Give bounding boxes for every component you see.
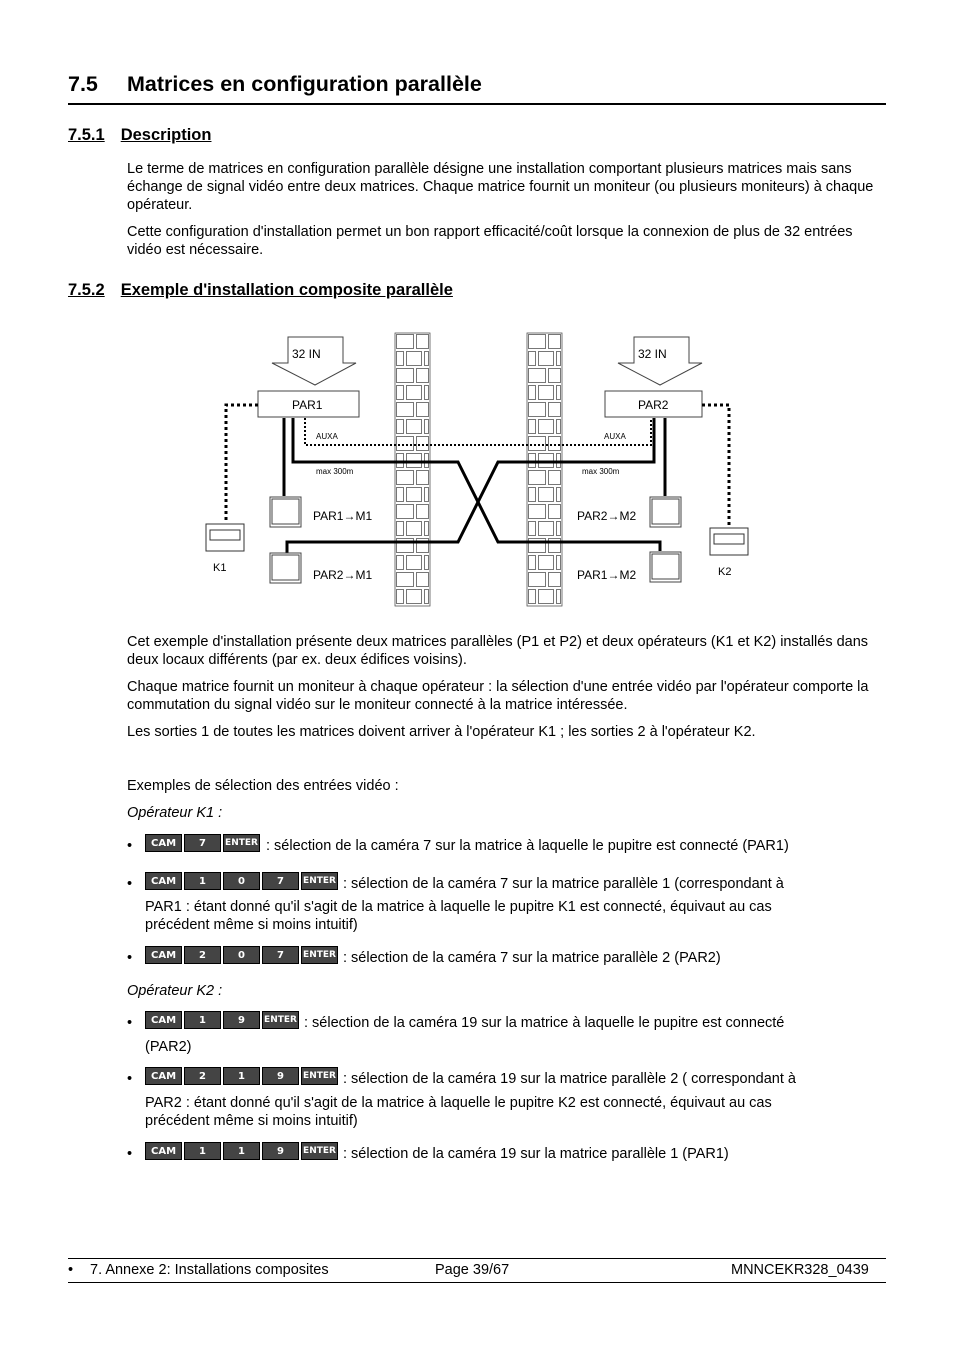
- section-number: 7.5: [68, 72, 98, 96]
- input-arrow-right: [618, 337, 702, 385]
- matrix-par2-label: PAR2: [638, 398, 669, 412]
- key-7: 7: [262, 946, 299, 964]
- key-cam: CAM: [145, 1011, 182, 1029]
- footer-bullet: •: [68, 1262, 74, 1278]
- footer-page: Page 39/67: [435, 1262, 510, 1278]
- key-enter: ENTER: [262, 1011, 299, 1029]
- subsection-number: 7.5.2: [68, 281, 105, 299]
- key-1: 1: [184, 872, 221, 890]
- brick-wall-left: [395, 333, 430, 606]
- paragraph: Cet exemple d'installation présente deux matrices parallèles (P1 et P2) et deux opérateurs (K1 et K2) installés dans deux locaux différents (par ex. deux édifices voisins).: [127, 634, 869, 668]
- input-label-left: 32 IN: [292, 347, 321, 361]
- key-0: 0: [223, 946, 260, 964]
- bullet: •: [127, 1071, 133, 1087]
- paragraph: Les sorties 1 de toutes les matrices doivent arriver à l'opérateur K1 ; les sorties 2 à l'opérateur K2.: [127, 724, 756, 740]
- installation-diagram: [0, 0, 954, 620]
- paragraph: Chaque matrice fournit un moniteur à chaque opérateur : la sélection d'une entrée vidéo par l'opérateur comporte la commutation du signal vidéo sur le moniteur connecté à la matrice intéressée.: [127, 679, 869, 713]
- item-text: (PAR2): [145, 1039, 192, 1055]
- distance-label-left: max 300m: [316, 467, 354, 476]
- key-2: 2: [184, 1067, 221, 1085]
- key-1: 1: [184, 1011, 221, 1029]
- key-7: 7: [262, 872, 299, 890]
- item-text: : sélection de la caméra 7 sur la matrice parallèle 1 (correspondant à: [343, 876, 784, 892]
- operator-k2-label: Opérateur K2 :: [127, 983, 223, 999]
- paragraph: Cette configuration d'installation permet un bon rapport efficacité/coût lorsque la connexion de plus de 32 entrées vidéo est nécessaire.: [127, 224, 853, 258]
- key-cam: CAM: [145, 1142, 182, 1160]
- key-sequence: [145, 1067, 338, 1085]
- keyboard-label-k2: K2: [718, 566, 732, 578]
- subsection-title: Description: [120, 126, 212, 144]
- item-text: précédent même si moins intuitif): [145, 917, 358, 933]
- brick-wall-right: [527, 333, 562, 606]
- key-9: 9: [262, 1067, 299, 1085]
- monitor-label-par2-m1: PAR2→M1: [313, 568, 373, 582]
- keyboard-label-k1: K1: [213, 562, 227, 574]
- key-cam: CAM: [145, 872, 182, 890]
- control-line-k1: [226, 405, 258, 523]
- monitor-label-par1-m2: PAR1→M2: [577, 568, 637, 582]
- key-7: 7: [184, 834, 221, 852]
- control-line-k2: [702, 405, 729, 527]
- auxa-line: [305, 418, 651, 445]
- operator-k1-label: Opérateur K1 :: [127, 805, 223, 821]
- bullet: •: [127, 876, 133, 892]
- key-2: 2: [184, 946, 221, 964]
- key-cam: CAM: [145, 1067, 182, 1085]
- key-1: 1: [184, 1142, 221, 1160]
- key-sequence: [145, 872, 338, 890]
- monitor-label-par2-m2: PAR2→M2: [577, 509, 637, 523]
- paragraph: Exemples de sélection des entrées vidéo :: [127, 778, 399, 794]
- key-9: 9: [262, 1142, 299, 1160]
- key-cam: CAM: [145, 946, 182, 964]
- item-text: PAR2 : étant donné qu'il s'agit de la matrice à laquelle le pupitre K2 est connecté, équivaut au cas: [145, 1095, 772, 1111]
- section-title: Matrices en configuration parallèle: [127, 72, 482, 96]
- item-text: PAR1 : étant donné qu'il s'agit de la matrice à laquelle le pupitre K1 est connecté, équivaut au cas: [145, 899, 772, 915]
- subsection-title: Exemple d'installation composite parallèle: [120, 281, 453, 299]
- footer-rule-top: [68, 1258, 886, 1259]
- key-0: 0: [223, 872, 260, 890]
- paragraph: Le terme de matrices en configuration parallèle désigne une installation comportant plusieurs matrices mais sans échange de signal vidéo entre deux matrices. Chaque matrice fournit un moniteur (ou plusieurs moniteurs) à chaque opérateur.: [127, 161, 874, 213]
- auxa-label-left: AUXA: [316, 432, 338, 441]
- matrix-par1-label: PAR1: [292, 398, 323, 412]
- footer-doc-id: MNNCEKR328_0439: [731, 1262, 869, 1278]
- bullet: •: [127, 1146, 133, 1162]
- input-label-right: 32 IN: [638, 347, 667, 361]
- key-cam: CAM: [145, 834, 182, 852]
- key-enter: ENTER: [301, 1142, 338, 1160]
- key-9: 9: [223, 1011, 260, 1029]
- item-text: : sélection de la caméra 7 sur la matrice parallèle 2 (PAR2): [343, 950, 721, 966]
- item-text: : sélection de la caméra 19 sur la matrice parallèle 1 (PAR1): [343, 1146, 729, 1162]
- auxa-label-right: AUXA: [604, 432, 626, 441]
- key-enter: ENTER: [301, 872, 338, 890]
- item-text: : sélection de la caméra 7 sur la matrice à laquelle le pupitre est connecté (PAR1): [266, 838, 789, 854]
- key-sequence: [145, 1142, 338, 1160]
- bullet: •: [127, 1015, 133, 1031]
- key-1: 1: [223, 1142, 260, 1160]
- input-arrow-left: [272, 337, 356, 385]
- key-enter: ENTER: [223, 834, 260, 852]
- footer-rule-bottom: [68, 1282, 886, 1283]
- key-sequence: [145, 946, 338, 964]
- subsection-number: 7.5.1: [68, 126, 105, 144]
- bullet: •: [127, 838, 133, 854]
- item-text: : sélection de la caméra 19 sur la matrice parallèle 2 ( correspondant à: [343, 1071, 796, 1087]
- key-sequence: [145, 834, 260, 852]
- bullet: •: [127, 950, 133, 966]
- key-1: 1: [223, 1067, 260, 1085]
- monitor-label-par1-m1: PAR1→M1: [313, 509, 373, 523]
- key-enter: ENTER: [301, 946, 338, 964]
- footer-chapter: 7. Annexe 2: Installations composites: [90, 1262, 329, 1278]
- distance-label-right: max 300m: [582, 467, 620, 476]
- key-sequence: [145, 1011, 299, 1029]
- item-text: : sélection de la caméra 19 sur la matrice à laquelle le pupitre est connecté: [304, 1015, 785, 1031]
- item-text: précédent même si moins intuitif): [145, 1113, 358, 1129]
- key-enter: ENTER: [301, 1067, 338, 1085]
